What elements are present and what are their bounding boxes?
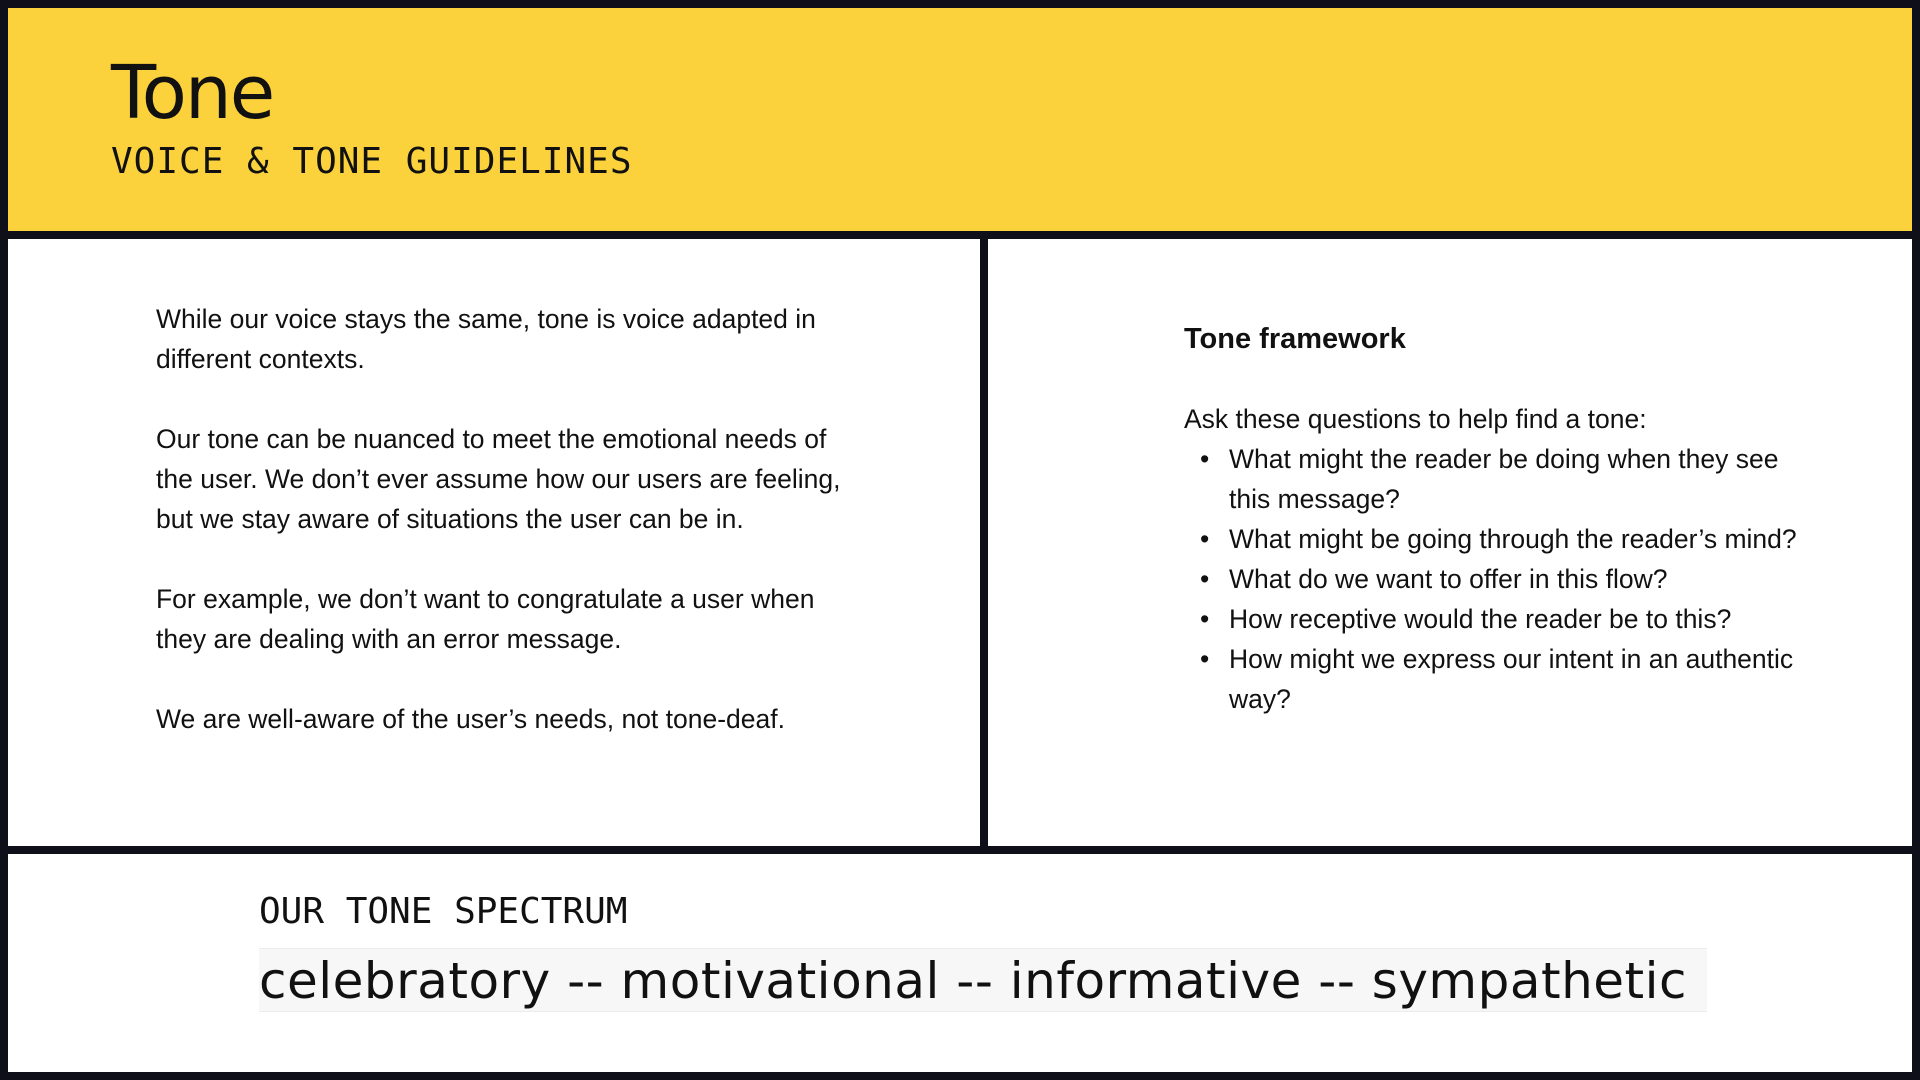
tone-framework — [1184, 319, 1804, 719]
question-list — [1184, 439, 1804, 719]
bullet-icon: • — [1200, 444, 1210, 474]
question-item — [1184, 439, 1804, 519]
page-subtitle: VOICE & TONE GUIDELINES — [111, 141, 633, 182]
spectrum-text: celebratory -- motivational -- informative -- sympathetic — [259, 952, 1688, 1010]
bullet-icon: • — [1200, 644, 1210, 674]
tone-description-panel — [8, 239, 980, 846]
description-paragraph: We are well-aware of the user’s needs, not tone-deaf. — [156, 704, 785, 734]
header-banner — [8, 8, 1912, 231]
tone-description — [156, 299, 856, 779]
description-paragraph: For example, we don’t want to congratulate a user when they are dealing with an error message. — [156, 584, 815, 654]
description-paragraph: Our tone can be nuanced to meet the emotional needs of the user. We don’t ever assume how our users are feeling, but we stay aware of situations the user can be in. — [156, 424, 841, 534]
question-item — [1184, 559, 1804, 599]
bullet-icon: • — [1200, 564, 1210, 594]
description-paragraph: While our voice stays the same, tone is voice adapted in different contexts. — [156, 304, 816, 374]
question-item — [1184, 519, 1804, 559]
question-text: What might be going through the reader’s mind? — [1229, 524, 1797, 554]
question-text: What might the reader be doing when they see this message? — [1229, 444, 1779, 514]
question-item — [1184, 639, 1804, 719]
bullet-icon: • — [1200, 524, 1210, 554]
bullet-icon: • — [1200, 604, 1210, 634]
spectrum-bar — [259, 948, 1707, 1012]
tone-framework-panel — [988, 239, 1912, 846]
question-text: What do we want to offer in this flow? — [1229, 564, 1668, 594]
tone-spectrum-panel — [8, 854, 1912, 1072]
framework-intro: Ask these questions to help find a tone: — [1184, 404, 1647, 434]
framework-heading: Tone framework — [1184, 323, 1406, 355]
question-text: How receptive would the reader be to this? — [1229, 604, 1732, 634]
question-item — [1184, 599, 1804, 639]
page-title: Tone — [111, 50, 274, 136]
spectrum-label: OUR TONE SPECTRUM — [259, 891, 628, 932]
question-text: How might we express our intent in an authentic way? — [1229, 644, 1794, 714]
